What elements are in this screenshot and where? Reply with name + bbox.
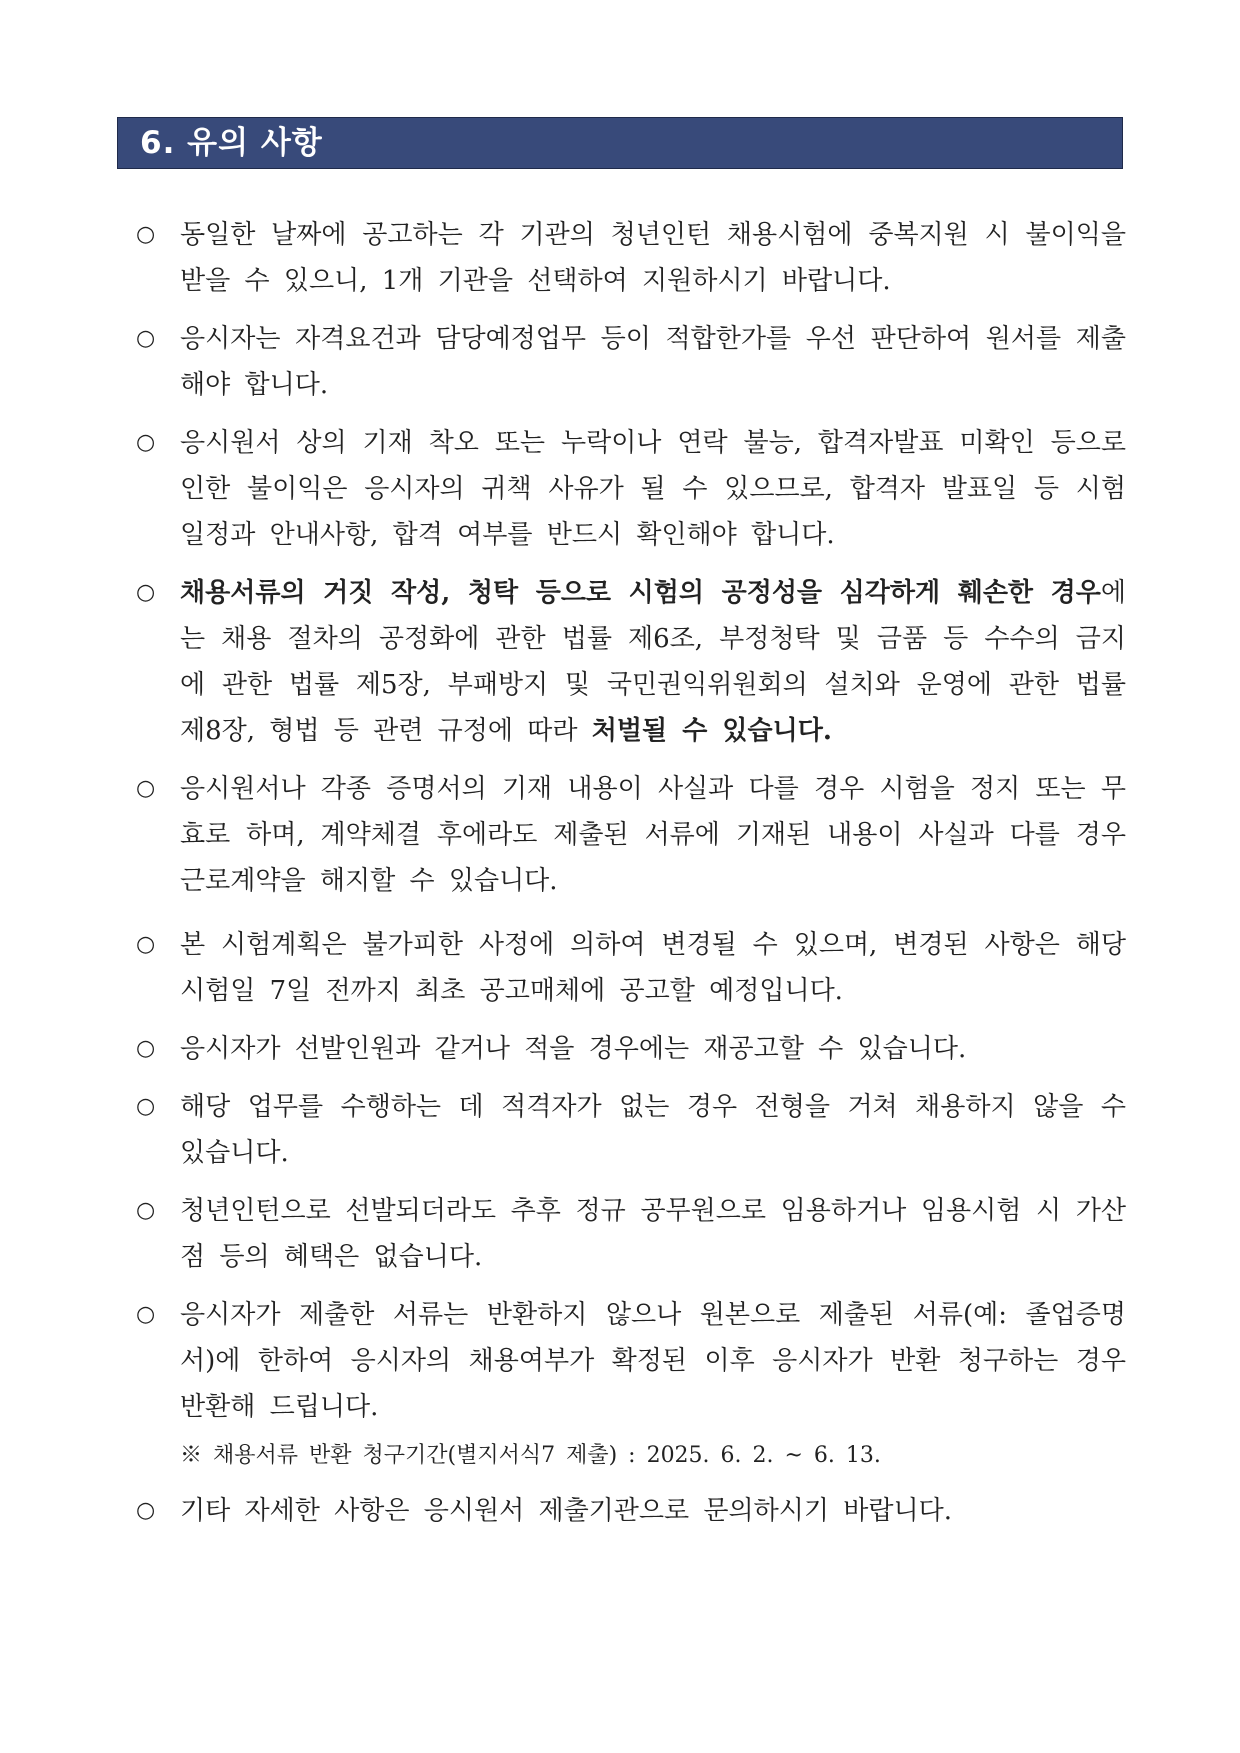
bullet-circle-icon: ○: [136, 222, 156, 247]
bullet-circle-icon: ○: [136, 932, 156, 957]
note-item: [136, 922, 1126, 1014]
note-bold-lead: 채용서류의 거짓 작성, 청탁 등으로 시험의 공정성을 심각하게 훼손한 경우: [180, 578, 1101, 608]
note-item: [136, 212, 1126, 304]
note-item: [136, 1084, 1126, 1176]
note-item-penalty: [136, 570, 1126, 754]
note-bold-tail: 처벌될 수 있습니다.: [591, 716, 832, 746]
note-item: [136, 1188, 1126, 1280]
note-text: 응시자가 제출한 서류는 반환하지 않으나 원본으로 제출된 서류(예: 졸업증명서)에 한하여 응시자의 채용여부가 확정된 이후 응시자가 반환 청구하는 경우 반환해 드립니다.: [180, 1300, 1126, 1422]
note-text: 본 시험계획은 불가피한 사정에 의하여 변경될 수 있으며, 변경된 사항은 해당 시험일 7일 전까지 최초 공고매체에 공고할 예정입니다.: [180, 930, 1126, 1006]
section-title: 6. 유의 사항: [140, 125, 323, 161]
note-text: 응시원서나 각종 증명서의 기재 내용이 사실과 다를 경우 시험을 정지 또는 무효로 하며, 계약체결 후에라도 제출된 서류에 기재된 내용이 사실과 다를 경우 근로계약을 해지할 수 있습니다.: [180, 774, 1126, 896]
bullet-circle-icon: ○: [136, 430, 156, 455]
note-text: 동일한 날짜에 공고하는 각 기관의 청년인턴 채용시험에 중복지원 시 불이익을 받을 수 있으니, 1개 기관을 선택하여 지원하시기 바랍니다.: [180, 220, 1126, 296]
note-text: 응시원서 상의 기재 착오 또는 누락이나 연락 불능, 합격자발표 미확인 등으로 인한 불이익은 응시자의 귀책 사유가 될 수 있으므로, 합격자 발표일 등 시험 일정과 안내사항, 합격 여부를 반드시 확인해야 합니다.: [180, 428, 1126, 550]
note-text: 기타 자세한 사항은 응시원서 제출기관으로 문의하시기 바랍니다.: [180, 1496, 952, 1526]
note-text: 해당 업무를 수행하는 데 적격자가 없는 경우 전형을 거쳐 채용하지 않을 수 있습니다.: [180, 1092, 1126, 1168]
note-text: 에는 채용 절차의 공정화에 관한 법률 제6조, 부정청탁 및 금품 등 수수의 금지에 관한 법률 제5장, 부패방지 및 국민권익위원회의 설치와 운영에 관한 법률 제8장, 형법 등 관련 규정에 따라: [180, 578, 1126, 746]
note-item: [136, 1292, 1126, 1430]
bullet-circle-icon: ○: [136, 580, 156, 605]
bullet-circle-icon: ○: [136, 1094, 156, 1119]
bullet-circle-icon: ○: [136, 1198, 156, 1223]
note-item: [136, 1488, 1126, 1534]
bullet-circle-icon: ○: [136, 1302, 156, 1327]
note-text: 응시자는 자격요건과 담당예정업무 등이 적합한가를 우선 판단하여 원서를 제출해야 합니다.: [180, 324, 1126, 400]
note-text: 응시자가 선발인원과 같거나 적을 경우에는 재공고할 수 있습니다.: [180, 1034, 967, 1064]
notes-list: [136, 212, 1126, 1534]
bullet-circle-icon: ○: [136, 776, 156, 801]
document-return-period-note: ※ 채용서류 반환 청구기간(별지서식7 제출) : 2025. 6. 2. ~ 6. 13.: [180, 1443, 881, 1468]
note-text: 청년인턴으로 선발되더라도 추후 정규 공무원으로 임용하거나 임용시험 시 가산점 등의 혜택은 없습니다.: [180, 1196, 1126, 1272]
section-header: [117, 117, 1123, 169]
bullet-circle-icon: ○: [136, 1036, 156, 1061]
note-item: [136, 1026, 1126, 1072]
note-item: [136, 766, 1126, 904]
bullet-circle-icon: ○: [136, 326, 156, 351]
note-item: [136, 420, 1126, 558]
note-item: [136, 316, 1126, 408]
bullet-circle-icon: ○: [136, 1498, 156, 1523]
